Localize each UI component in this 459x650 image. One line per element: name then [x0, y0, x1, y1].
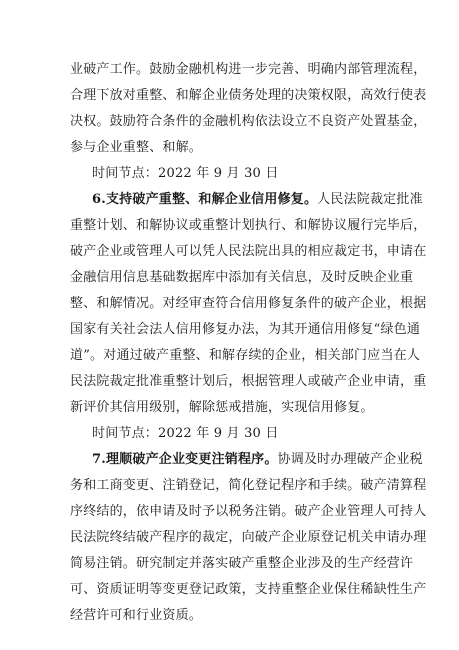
- paragraph-line: 简易注销。研究制定并落实破产重整企业涉及的生产经营许: [70, 556, 414, 571]
- paragraph-line: 新评价其信用级别，解除惩戒措施，实现信用修复。: [70, 400, 374, 415]
- paragraph-line: 务和工商变更、注销登记，简化登记程序和手续。破产清算程: [70, 478, 427, 493]
- timeline-note: 时间节点：2022 年 9 月 30 日: [92, 426, 279, 441]
- section-6-first-line: [92, 192, 423, 208]
- paragraph-line: 可、资质证明等变更登记政策，支持重整企业保住稀缺性生产: [70, 582, 427, 597]
- section-6-heading: 6.支持破产重整、和解企业信用修复。: [92, 192, 318, 207]
- paragraph-line: 参与企业重整、和解。: [70, 140, 203, 155]
- section-7-text: 协调及时办理破产企业税: [277, 452, 423, 467]
- paragraph-line: 序终结的，依申请及时予以税务注销。破产企业管理人可持人: [70, 504, 427, 519]
- section-7-first-line: [92, 452, 423, 468]
- paragraph-line: 民法院裁定批准重整计划后，根据管理人或破产企业申请，重: [70, 374, 427, 389]
- paragraph-line: 国家有关社会法人信用修复办法，为其开通信用修复“绿色通: [70, 322, 421, 337]
- paragraph-line: 金融信用信息基础数据库中添加有关信息，及时反映企业重: [70, 270, 414, 285]
- paragraph-line: 破产企业或管理人可以凭人民法院出具的相应裁定书，申请在: [70, 244, 427, 259]
- paragraph-line: 整、和解情况。对经审查符合信用修复条件的破产企业，根据: [70, 296, 427, 311]
- paragraph-line: 民法院终结破产程序的裁定，向破产企业原登记机关申请办理: [70, 530, 427, 545]
- section-6-text: 人民法院裁定批准: [317, 192, 423, 207]
- paragraph-line: 重整计划、和解协议或重整计划执行、和解协议履行完毕后，: [70, 218, 427, 233]
- paragraph-line: 经营许可和行业资质。: [70, 608, 203, 623]
- paragraph-line: 合理下放对重整、和解企业债务处理的决策权限，高效行使表: [70, 88, 427, 103]
- paragraph-line: 决权。鼓励符合条件的金融机构依法设立不良资产处置基金，: [70, 114, 427, 129]
- section-7-heading: 7.理顺破产企业变更注销程序。: [92, 452, 278, 467]
- paragraph-line: 道”。对通过破产重整、和解存续的企业，相关部门应当在人: [70, 348, 421, 363]
- timeline-note: 时间节点：2022 年 9 月 30 日: [92, 166, 279, 181]
- paragraph-line: 业破产工作。鼓励金融机构进一步完善、明确内部管理流程，: [70, 62, 427, 77]
